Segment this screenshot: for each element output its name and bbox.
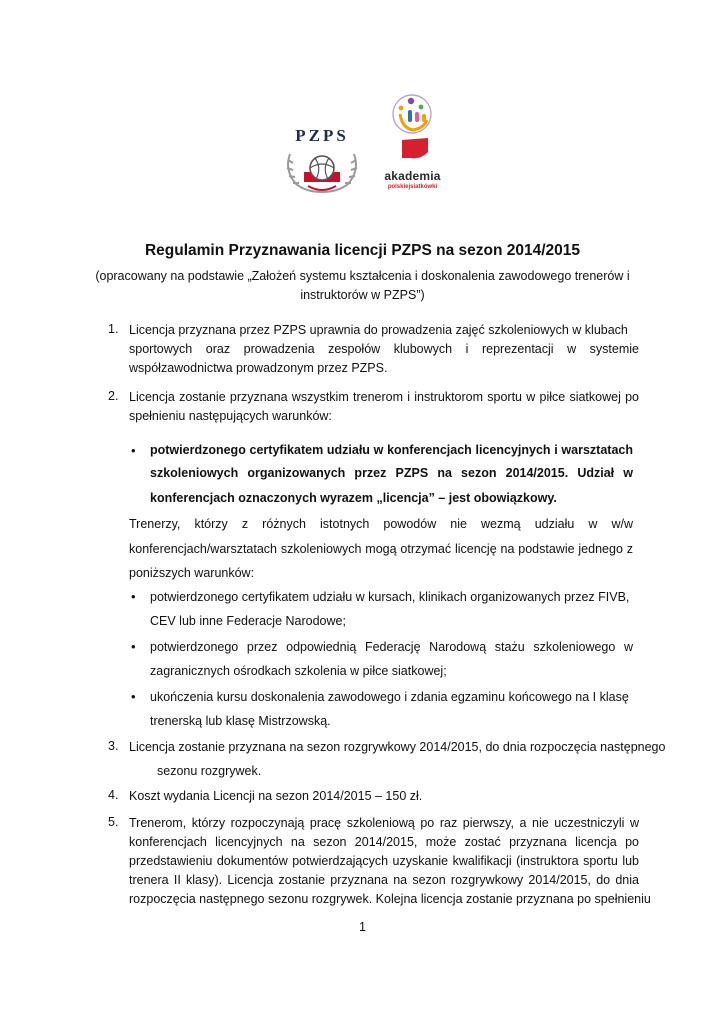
note-line-1 bbox=[129, 515, 633, 533]
item-number: 1. bbox=[108, 322, 119, 336]
main-bullet-line-3: konferencjach oznaczonych wyrazem „licencja” – jest obowiązkowy. bbox=[150, 491, 557, 505]
page-number: 1 bbox=[359, 920, 366, 934]
item-5-line-1 bbox=[129, 814, 639, 832]
bullet-icon: • bbox=[131, 589, 136, 604]
line-text: szkoleniowych organizowanych przez PZPS na sezon 2014/2015. Udział w bbox=[150, 466, 633, 480]
volleyball-wreath-icon bbox=[282, 148, 362, 196]
item-1-line-3: współzawodnictwa prowadzonym przez PZPS. bbox=[129, 361, 388, 375]
line-text: Trenerzy, którzy z różnych istotnych powodów nie wezmą udziału w w/w bbox=[129, 517, 633, 531]
document-title: Regulamin Przyznawania licencji PZPS na sezon 2014/2015 bbox=[144, 242, 581, 259]
sub-bullet-2-line-1 bbox=[150, 638, 633, 656]
note-line-2 bbox=[129, 540, 633, 558]
item-3-line-1: Licencja zostanie przyznana na sezon rozgrywkowy 2014/2015, do dnia rozpoczęcia następnego bbox=[129, 740, 666, 754]
item-5-line-3 bbox=[129, 852, 639, 870]
line-text: sportowych oraz prowadzenia zespołów klubowych i reprezentacji w systemie bbox=[129, 342, 639, 356]
line-text: potwierdzonego przez odpowiednią Federację Narodową stażu szkoleniowego w bbox=[150, 640, 633, 654]
item-number: 5. bbox=[108, 815, 119, 829]
item-5-line-4 bbox=[129, 871, 639, 889]
item-5-line-5 bbox=[129, 890, 651, 908]
line-text: konferencjach/warsztatach szkoleniowych mogą otrzymać licencję na podstawie jednego z bbox=[129, 542, 633, 556]
main-bullet-line-2 bbox=[150, 464, 633, 482]
line-text: rozpoczęcia następnego sezonu rozgrywek. Kolejna licencja zostanie przyznana po spełnieniu bbox=[129, 892, 651, 906]
item-4-line-1: Koszt wydania Licencji na sezon 2014/2015 – 150 zł. bbox=[129, 789, 423, 803]
line-text: konferencjach licencyjnych na sezon 2014/2015, może zostać przyznana licencja po bbox=[129, 835, 639, 849]
akademia-emblem-icon bbox=[380, 94, 446, 170]
subtitle-line: instruktorów w PZPS”) bbox=[300, 288, 425, 302]
item-2-line-1 bbox=[129, 388, 639, 406]
item-number: 2. bbox=[108, 389, 119, 403]
item-2-line-2: spełnieniu następujących warunków: bbox=[129, 409, 332, 423]
main-bullet-line-1 bbox=[150, 441, 633, 459]
line-text: trenera II klasy). Licencja zostanie przyznana na sezon rozgrywkowy 2014/2015, do dnia bbox=[129, 873, 639, 887]
line-text: Licencja zostanie przyznana wszystkim trenerom i instruktorom sportu w piłce siatkowej po bbox=[129, 390, 639, 404]
akademia-logo bbox=[375, 94, 450, 198]
item-number: 4. bbox=[108, 788, 119, 802]
justified-line bbox=[129, 321, 639, 339]
bullet-icon: • bbox=[131, 443, 136, 458]
akademia-text: akademia bbox=[384, 169, 441, 183]
line-text: potwierdzonego certyfikatem udziału w konferencjach licencyjnych i warsztatach bbox=[150, 443, 633, 457]
sub-bullet-3-line-1: ukończenia kursu doskonalenia zawodowego i zdania egzaminu końcowego na I klasę bbox=[150, 690, 629, 704]
item-1-line-1 bbox=[129, 321, 639, 339]
akademia-subtext: polskiejsiatkówki bbox=[387, 184, 438, 190]
subtitle-line: (opracowany na podstawie „Założeń systemu kształcenia i doskonalenia zawodowego trenerów i bbox=[95, 269, 630, 283]
item-1-line-2 bbox=[129, 340, 639, 358]
sub-bullet-1-line-2: CEV lub inne Federacje Narodowe; bbox=[150, 614, 346, 628]
line-text: Licencja przyznana przez PZPS uprawnia do prowadzenia zajęć szkoleniowych w klubach bbox=[129, 323, 628, 337]
line-text: Trenerom, którzy rozpoczynają pracę szkoleniową po raz pierwszy, a nie uczestniczyli w bbox=[129, 816, 639, 830]
item-5-line-2 bbox=[129, 833, 639, 851]
line-text: przedstawieniu dokumentów potwierdzających uzyskanie kwalifikacji (instruktora sportu lub bbox=[129, 854, 639, 868]
bullet-icon: • bbox=[131, 689, 136, 704]
pzps-logo-text: PZPS bbox=[295, 126, 349, 145]
note-line-3: poniższych warunków: bbox=[129, 566, 255, 580]
sub-bullet-3-line-2: trenerską lub klasę Mistrzowską. bbox=[150, 714, 331, 728]
sub-bullet-2-line-2: zagranicznych ośrodkach szkolenia w piłce siatkowej; bbox=[150, 664, 447, 678]
pzps-logo bbox=[278, 118, 366, 192]
bullet-icon: • bbox=[131, 639, 136, 654]
document-subtitle bbox=[0, 267, 725, 305]
item-number: 3. bbox=[108, 739, 119, 753]
item-3-line-2: sezonu rozgrywek. bbox=[157, 764, 262, 778]
sub-bullet-1-line-1: potwierdzonego certyfikatem udziału w kursach, klinikach organizowanych przez FIVB, bbox=[150, 590, 630, 604]
